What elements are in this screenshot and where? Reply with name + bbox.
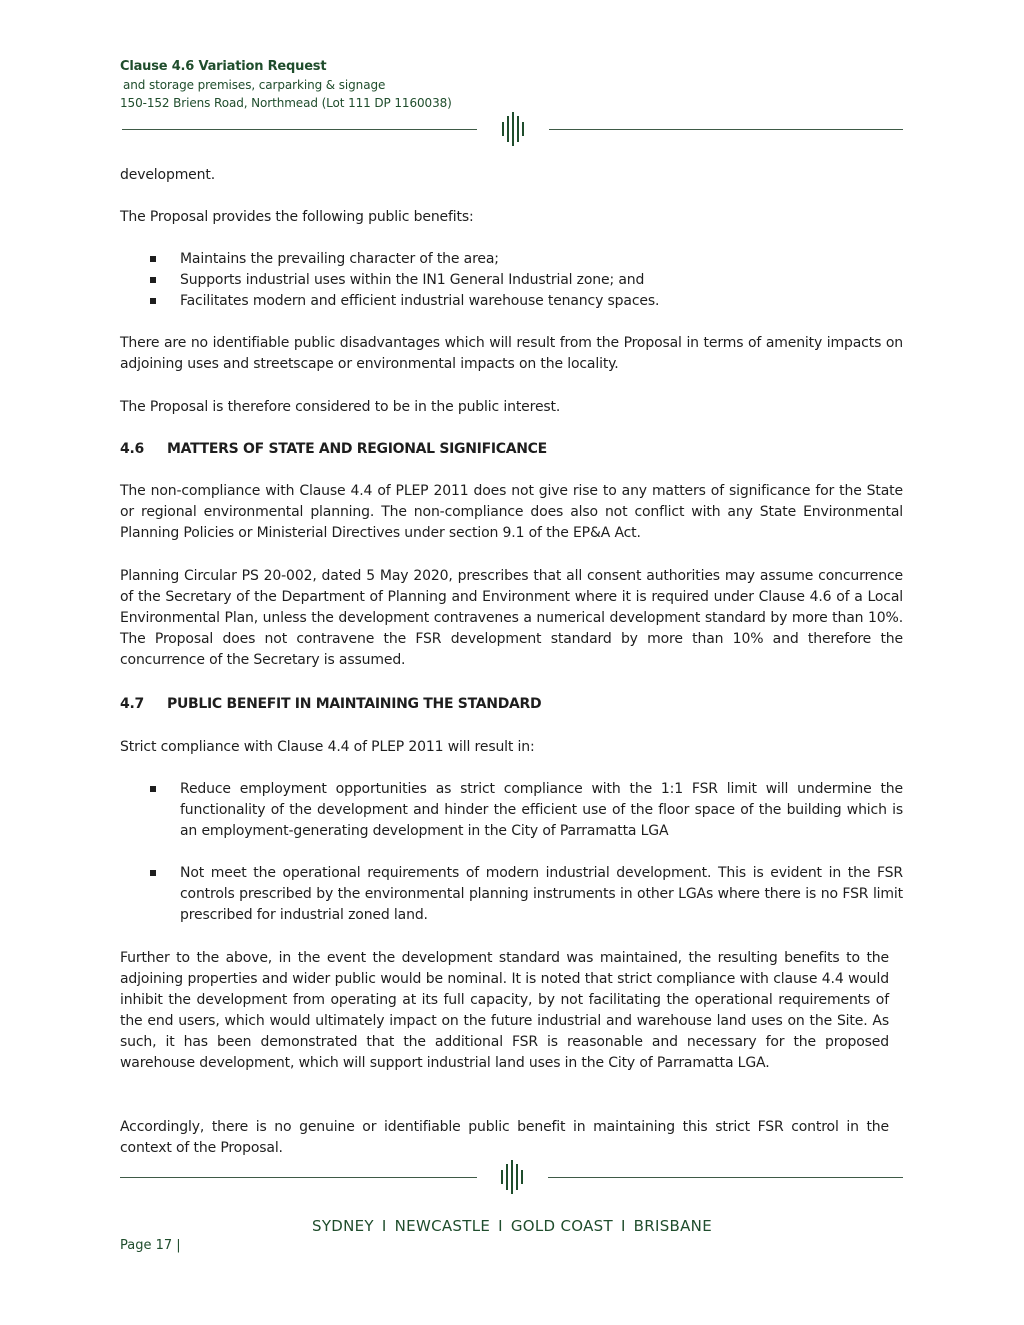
list-item: Facilitates modern and efficient industrial warehouse tenancy spaces. [120, 291, 903, 312]
brand-logo-icon [499, 1160, 525, 1194]
section-title: MATTERS OF STATE AND REGIONAL SIGNIFICANCE [167, 441, 547, 457]
list-item: Not meet the operational requirements of modern industrial development. This is evident in the FSR controls prescribed by the environmental planning instruments in other LGAs where there is no FSR limit prescribed for industrial zoned land. [120, 863, 903, 926]
section-heading-4-6 [120, 439, 547, 460]
paragraph-planning-circular: Planning Circular PS 20-002, dated 5 May 2020, prescribes that all consent authorities may assume concurrence of the Secretary of the Department of Planning and Environment where it is required under Clause 4.6 of a Local Environmental Plan, unless the development contravenes a numerical development standard by more than 10%. The Proposal does not contravene the FSR development standard by more than 10% and therefore the concurrence of the Secretary is assumed. [120, 568, 903, 668]
separator: I [498, 1217, 503, 1235]
paragraph-public-interest: The Proposal is therefore considered to be in the public interest. [120, 399, 561, 415]
paragraph-continuation: development. [120, 167, 216, 183]
office-sydney: SYDNEY [312, 1217, 374, 1235]
page-number: Page 17 | [120, 1238, 181, 1253]
paragraph-further: Further to the above, in the event the development standard was maintained, the resulting benefits to the adjoining properties and wider public would be nominal. It is noted that strict compliance with clause 4.4 would inhibit the development from operating at its full capacity, by not facilitating the operational requirements of the end users, which would ultimately impact on the future industrial and warehouse land uses on the Site. As such, it has been demonstrated that the additional FSR is reasonable and necessary for the proposed warehouse development, which will support industrial land uses in the City of Parramatta LGA. [120, 950, 889, 1071]
public-benefits-list [120, 249, 903, 312]
section-title: PUBLIC BENEFIT IN MAINTAINING THE STANDARD [167, 696, 542, 712]
office-newcastle: NEWCASTLE [394, 1217, 491, 1235]
compliance-results-list [120, 779, 903, 926]
square-bullet-icon [150, 870, 156, 876]
section-number: 4.7 [120, 696, 144, 712]
office-brisbane: BRISBANE [633, 1217, 712, 1235]
footer-rule-left [120, 1177, 477, 1178]
paragraph-benefits-intro: The Proposal provides the following public benefits: [120, 209, 474, 225]
brand-logo-icon [500, 112, 526, 146]
square-bullet-icon [150, 298, 156, 304]
site-address: 150-152 Briens Road, Northmead (Lot 111 DP 1160038) [120, 96, 452, 110]
document-subtitle: and storage premises, carparking & signage [123, 78, 386, 92]
square-bullet-icon [150, 277, 156, 283]
paragraph-disadvantages: There are no identifiable public disadvantages which will result from the Proposal in terms of amenity impacts on adjoining uses and streetscape or environmental impacts on the locality. [120, 335, 903, 372]
paragraph-non-compliance: The non-compliance with Clause 4.4 of PLEP 2011 does not give rise to any matters of significance for the State or regional environmental planning. The non-compliance does also not conflict with any State Environmental Planning Policies or Ministerial Directives under section 9.1 of the EP&A Act. [120, 483, 903, 541]
square-bullet-icon [150, 786, 156, 792]
header-rule-right [549, 129, 903, 130]
separator: I [620, 1217, 626, 1235]
section-heading-4-7 [120, 694, 541, 715]
square-bullet-icon [150, 256, 156, 262]
footer-rule-right [548, 1177, 903, 1178]
header-rule-left [122, 129, 477, 130]
list-item: Supports industrial uses within the IN1 General Industrial zone; and [120, 270, 903, 291]
office-locations [0, 1217, 1024, 1235]
document-title: Clause 4.6 Variation Request [120, 59, 327, 74]
list-item: Maintains the prevailing character of the area; [120, 249, 903, 270]
paragraph-accordingly: Accordingly, there is no genuine or identifiable public benefit in maintaining this strict FSR control in the context of the Proposal. [120, 1119, 889, 1156]
section-number: 4.6 [120, 441, 144, 457]
document-header [120, 58, 452, 112]
paragraph-strict-compliance: Strict compliance with Clause 4.4 of PLEP 2011 will result in: [120, 739, 535, 755]
separator: I [381, 1217, 387, 1235]
office-gold-coast: GOLD COAST [510, 1217, 613, 1235]
list-item: Reduce employment opportunities as strict compliance with the 1:1 FSR limit will undermine the functionality of the development and hinder the efficient use of the floor space of the building which is an employment-generating development in the City of Parramatta LGA [120, 779, 903, 842]
